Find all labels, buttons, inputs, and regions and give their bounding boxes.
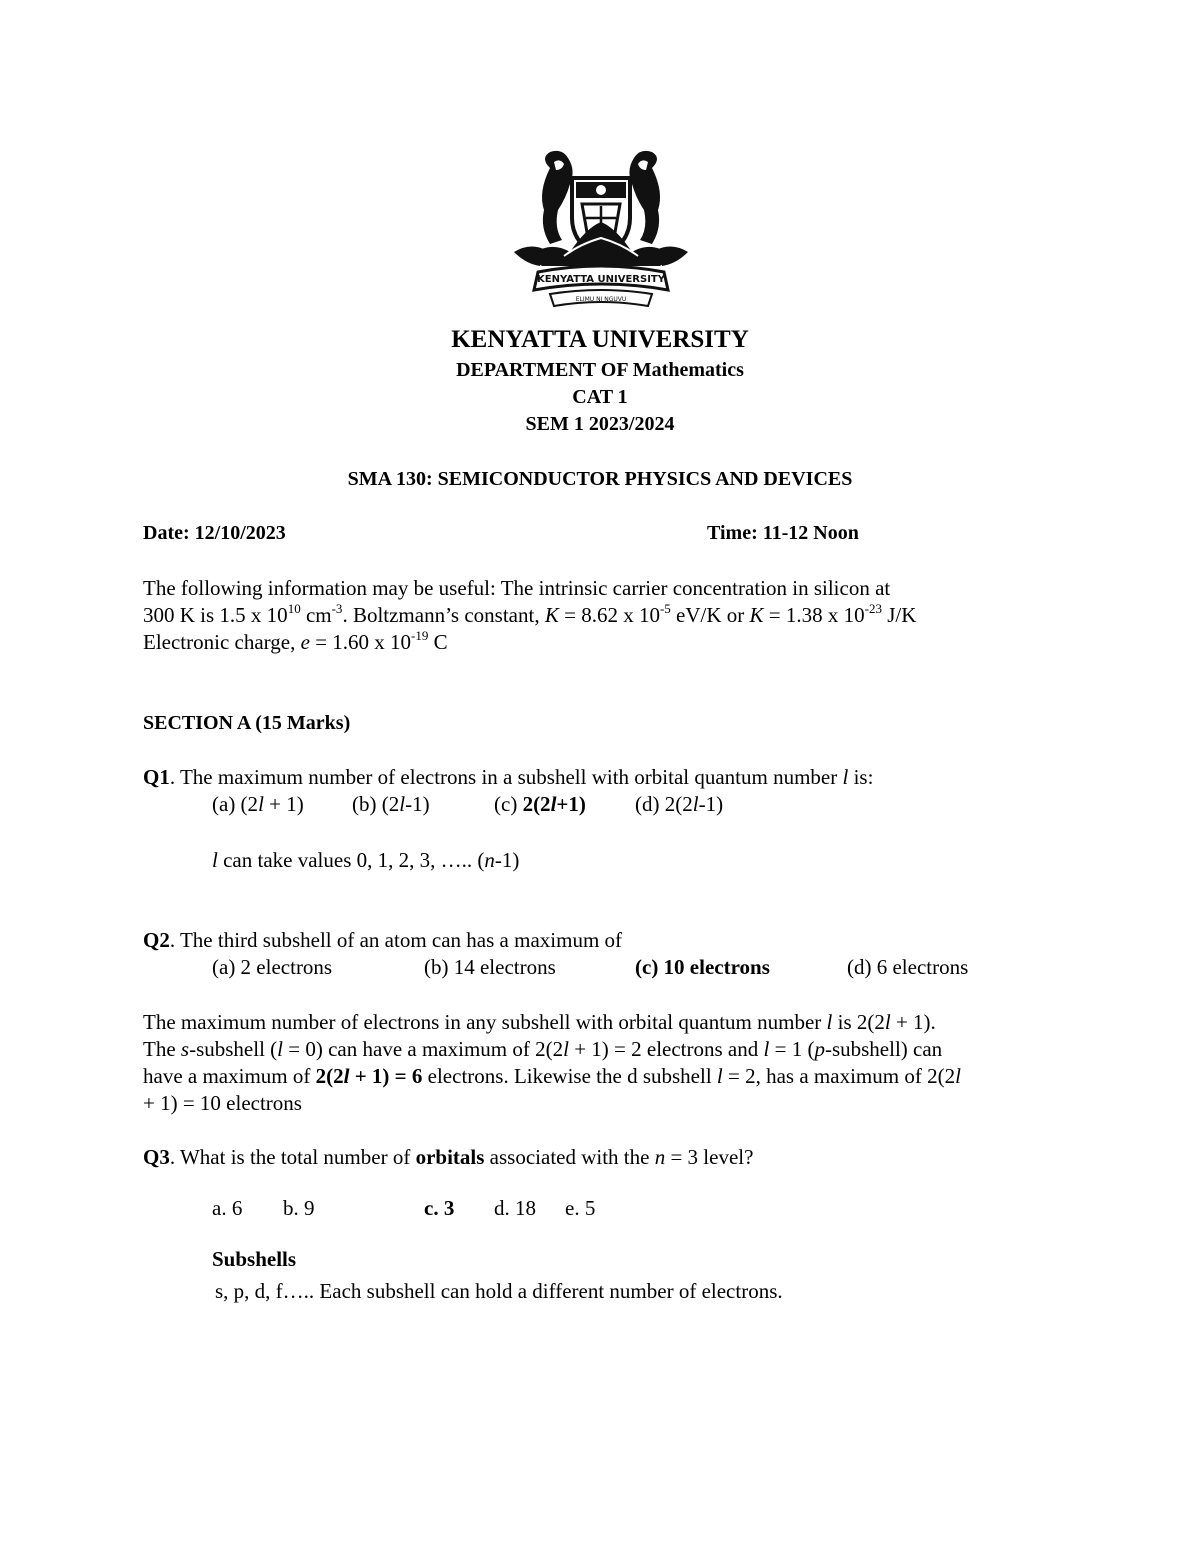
semester: SEM 1 2023/2024 <box>525 413 675 435</box>
q3-option-c: c. 3 <box>424 1196 455 1220</box>
department-name: DEPARTMENT OF Mathematics <box>456 359 744 381</box>
info-line-3: Electronic charge, e = 1.60 x $10^{-19}$ C <box>143 628 448 654</box>
q2-explanation-line-3: have a maximum of 2(2l + 1) = 6 electrons. Likewise the d subshell l = 2, has a maximum of 2(2l <box>143 1064 961 1088</box>
q3-option-e: e. 5 <box>565 1196 596 1220</box>
info-line-2: 300 K is 1.5 x $10^{10}$ $cm^{-3}$. Boltzmann’s constant, K = 8.62 x $10^{-5}$ eV/K or K = 1.38 x $10^{-23}$ J/K <box>143 601 917 627</box>
q2-option-c: (c) 10 electrons <box>635 955 770 979</box>
q2-option-a: (a) 2 electrons <box>212 955 333 979</box>
q1-note: l can take values 0, 1, 2, 3, ….. (n-1) <box>212 848 520 872</box>
q2-explanation-line-2: The s-subshell (l = 0) can have a maximum of 2(2l + 1) = 2 electrons and l = 1 (p-subshell) can <box>143 1037 943 1061</box>
subshells-text: s, p, d, f….. Each subshell can hold a different number of electrons. <box>215 1279 783 1303</box>
crest-motto-text: ELIMU NI NGUVU <box>575 296 627 303</box>
q3-option-b: b. 9 <box>283 1196 315 1220</box>
q1-question: Q1. The maximum number of electrons in a subshell with orbital quantum number l is: <box>143 765 874 789</box>
course-title: SMA 130: SEMICONDUCTOR PHYSICS AND DEVICES <box>347 468 853 490</box>
university-name: KENYATTA UNIVERSITY <box>451 326 749 353</box>
q1-option-b: (b) (2l-1) <box>352 792 430 816</box>
q1-option-c: (c) 2(2l+1) <box>494 792 586 816</box>
subshells-heading: Subshells <box>212 1247 297 1271</box>
exam-time: Time: 11-12 Noon <box>707 522 859 544</box>
q2-option-b: (b) 14 electrons <box>424 955 556 979</box>
university-crest-logo <box>510 148 692 316</box>
q3-option-a: a. 6 <box>212 1196 243 1220</box>
q3-question: Q3. What is the total number of orbitals associated with the n = 3 level? <box>143 1145 754 1169</box>
exam-name: CAT 1 <box>572 386 628 408</box>
q2-question: Q2. The third subshell of an atom can has a maximum of <box>143 928 623 952</box>
q3-option-d: d. 18 <box>494 1196 536 1220</box>
exam-date: Date: 12/10/2023 <box>143 522 286 544</box>
section-a-title: SECTION A (15 Marks) <box>143 712 351 734</box>
q1-option-a: (a) (2l + 1) <box>212 792 304 816</box>
crest-ribbon-text: KENYATTA UNIVERSITY <box>537 274 665 285</box>
q2-explanation-line-1: The maximum number of electrons in any subshell with orbital quantum number l is 2(2l + 1). <box>143 1010 936 1034</box>
q2-explanation-line-4: + 1) = 10 electrons <box>143 1091 302 1115</box>
info-line-1: The following information may be useful: The intrinsic carrier concentration in silicon at <box>143 576 891 600</box>
q2-option-d: (d) 6 electrons <box>847 955 969 979</box>
q1-option-d: (d) 2(2l-1) <box>635 792 724 816</box>
